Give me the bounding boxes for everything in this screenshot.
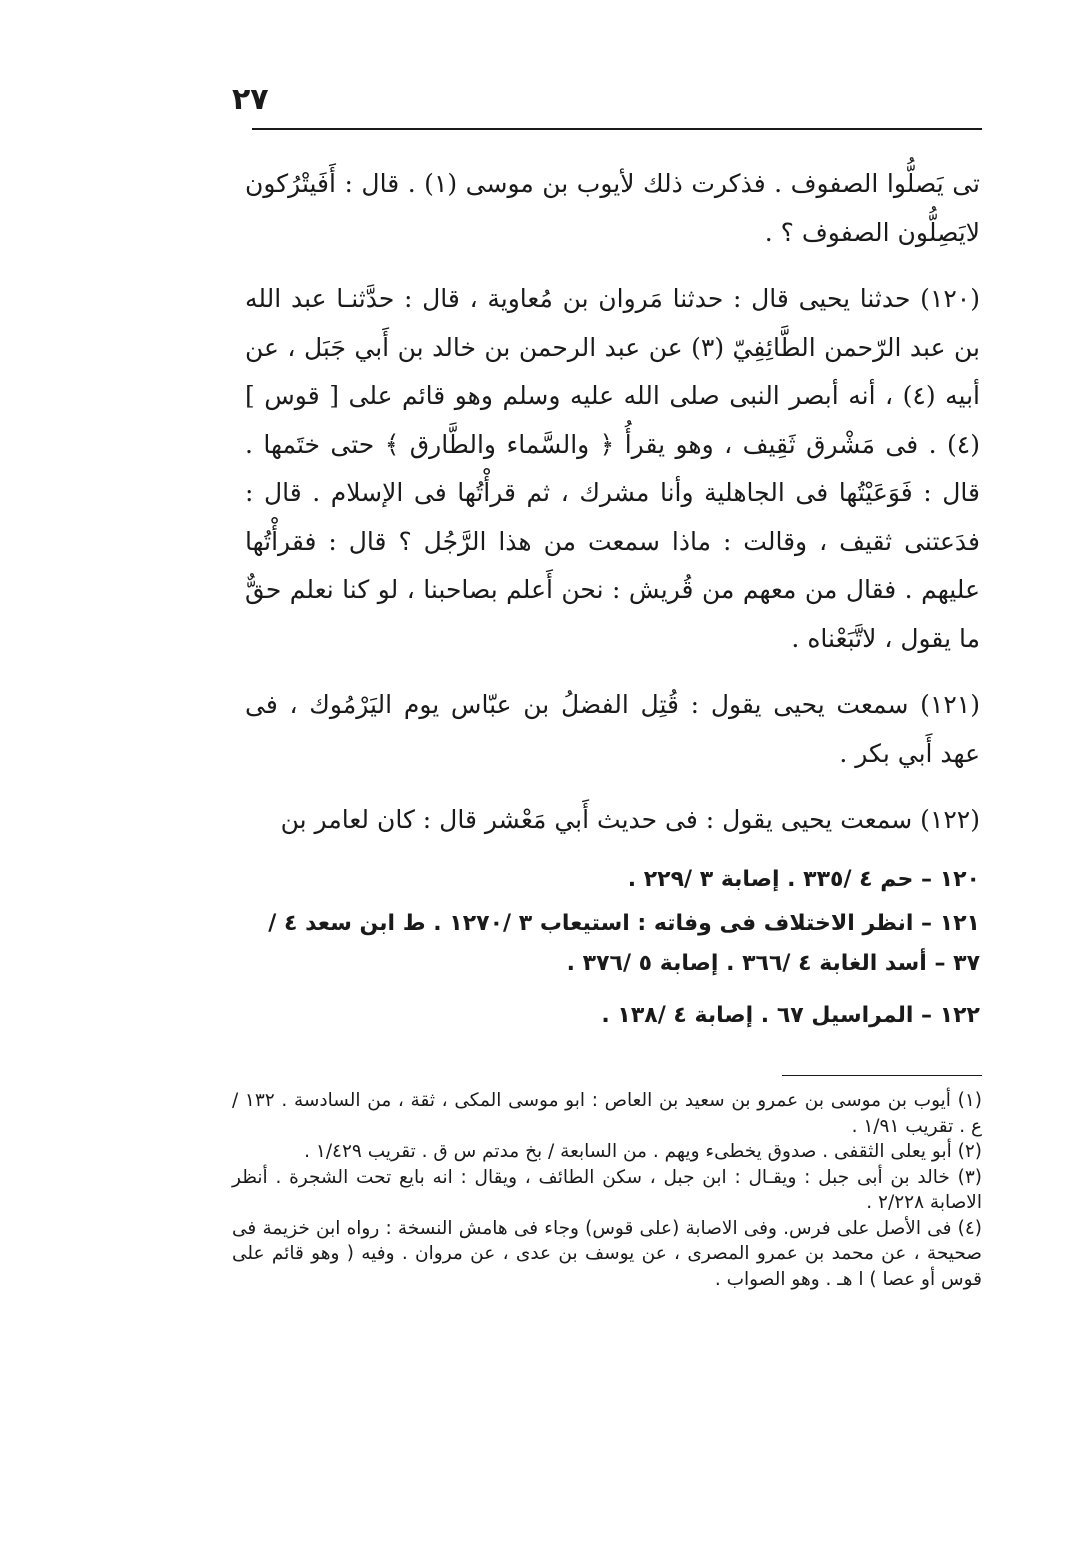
footnote-4: (٤) فى الأصل على فرس. وفى الاصابة (على قوس) وجاء فى هامش النسخة : رواه ابن خزيمة فى صحيحة ، عن محمد بن عمرو المصرى ، عن يوسف بن عدى ، عن مروان . وفيه ( وهو قائم على قوس أو عصا ) ا هـ . وهو الصواب . [232,1217,982,1290]
footnote-2: (٢) أبو يعلى الثقفى . صدوق يخطىء ويهم . من السابعة / بخ مدتم س ق . تقريب ١/٤٢٩ . [304,1141,982,1162]
references [245,860,980,1040]
footnote-3: (٣) خالد بن أبى جبل : ويقـال : ابن جبل ، سكن الطائف ، ويقال : انه بايع تحت الشجرة . أنظر الاصابة ٢/٢٢٨ . [232,1166,982,1213]
paragraph-121: (١٢١) سمعت يحيى يقول : قُتِل الفضلُ بن عبّاس يوم اليَرْمُوك ، فى عهد أَبي بكر . [245,690,980,768]
page-number: ٢٧ [232,82,269,117]
footnotes [232,1088,982,1292]
reference-121: ١٢١ – انظر الاختلاف فى وفاته : استيعاب ٣ /١٢٧٠ . ط ابن سعد ٤ /٣٧ – أسد الغابة ٤ /٣٦٦ . إصابة ٥ /٣٧٦ . [268,911,980,976]
footnote-rule [782,1075,982,1076]
paragraph-122: (١٢٢) سمعت يحيى يقول : فى حديث أَبي مَعْشر قال : كان لعامر بن [280,805,980,834]
reference-120: ١٢٠ – حم ٤ /٣٣٥ . إصابة ٣ /٢٢٩ . [627,867,980,892]
footnote-1: (١) أيوب بن موسى بن عمرو بن سعيد بن العاص : ابو موسى المكى ، ثقة ، من السادسة . ١٣٢ / ع . تقريب ١/٩١ . [232,1090,982,1137]
paragraph-continuation: تى يَصلُّوا الصفوف . فذكرت ذلك لأيوب بن موسى (١) . قال : أَفَيتْرُكون لايَصِلُّون الصفوف ؟ . [245,169,980,247]
header-rule [252,128,982,130]
paragraph-120: (١٢٠) حدثنا يحيى قال : حدثنا مَروان بن مُعاوية ، قال : حدَّثنـا عبد الله بن عبد الرّحمن الطَّائِفِيّ (٣) عن عبد الرحمن بن خالد بن أَبي جَبَل ، عن أبيه (٤) ، أنه أبصر النبى صلى الله عليه وسلم وهو قائم على [ قوس ] (٤) . فى مَشْرق ثَقِيف ، وهو يقرأُ ﴿ والسَّماء والطَّارق ﴾ حتى ختَمها . قال : فَوَعَيْتُها فى الجاهلية وأنا مشرك ، ثم قرأْتُها فى الإسلام . قال : فدَعتنى ثقيف ، وقالت : ماذا سمعت من هذا الرَّجُل ؟ قال : فقرأْتُها عليهم . فقال من معهم من قُريش : نحن أَعلم بصاحبنا ، لو كنا نعلم حقٌّ ما يقول ، لاتَّبَعْناه . [245,284,980,653]
reference-122: ١٢٢ – المراسيل ٦٧ . إصابة ٤ /١٣٨ . [601,1003,980,1028]
body-text [245,160,980,845]
